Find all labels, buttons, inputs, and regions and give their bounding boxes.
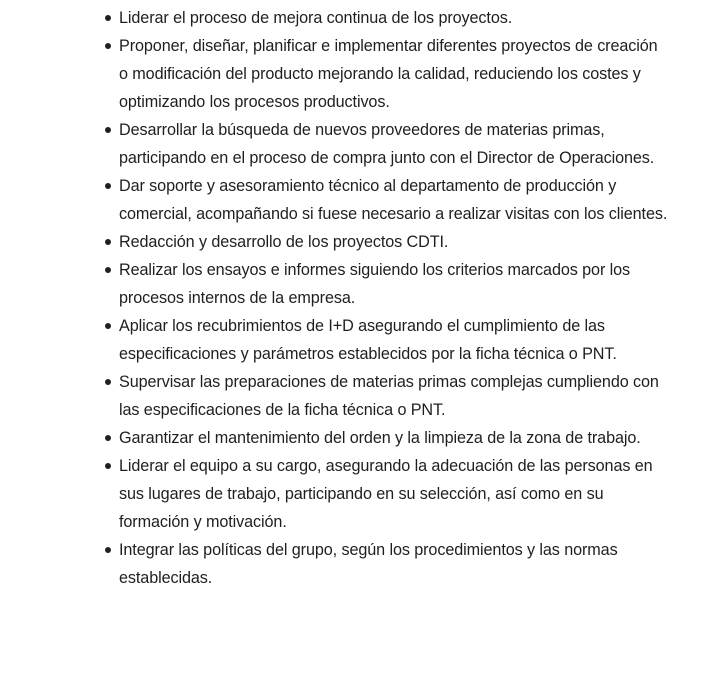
list-item bbox=[119, 116, 669, 172]
list-item-text: Integrar las políticas del grupo, según los procedimientos y las normas establecidas. bbox=[119, 541, 618, 587]
bullet-icon bbox=[105, 183, 111, 189]
document-body bbox=[0, 4, 701, 592]
bullet-icon bbox=[105, 267, 111, 273]
bullet-icon bbox=[105, 463, 111, 469]
list-item bbox=[119, 32, 669, 116]
list-item bbox=[119, 312, 669, 368]
list-item-text: Redacción y desarrollo de los proyectos CDTI. bbox=[119, 233, 449, 251]
list-item-text: Garantizar el mantenimiento del orden y la limpieza de la zona de trabajo. bbox=[119, 429, 641, 447]
bullet-icon bbox=[105, 239, 111, 245]
list-item bbox=[119, 172, 669, 228]
bullet-icon bbox=[105, 435, 111, 441]
list-item-text: Supervisar las preparaciones de materias primas complejas cumpliendo con las especificaciones de la ficha técnica o PNT. bbox=[119, 373, 659, 419]
list-item-text: Proponer, diseñar, planificar e implementar diferentes proyectos de creación o modificación del producto mejorando la calidad, reduciendo los costes y optimizando los procesos productivos. bbox=[119, 37, 658, 111]
list-item-text: Liderar el proceso de mejora continua de los proyectos. bbox=[119, 9, 513, 27]
list-item-text: Dar soporte y asesoramiento técnico al departamento de producción y comercial, acompañando si fuese necesario a realizar visitas con los clientes. bbox=[119, 177, 668, 223]
list-item bbox=[119, 368, 669, 424]
list-item-text: Realizar los ensayos e informes siguiendo los criterios marcados por los procesos internos de la empresa. bbox=[119, 261, 631, 307]
list-item bbox=[119, 536, 669, 592]
list-item-text: Liderar el equipo a su cargo, asegurando la adecuación de las personas en sus lugares de trabajo, participando en su selección, así como en su formación y motivación. bbox=[119, 457, 653, 531]
list-item bbox=[119, 228, 669, 256]
list-item bbox=[119, 424, 669, 452]
bullet-icon bbox=[105, 15, 111, 21]
list-item-text: Desarrollar la búsqueda de nuevos proveedores de materias primas, participando en el proceso de compra junto con el Director de Operaciones. bbox=[119, 121, 655, 167]
bullet-icon bbox=[105, 43, 111, 49]
list-item bbox=[119, 256, 669, 312]
list-item bbox=[119, 4, 669, 32]
bullet-icon bbox=[105, 547, 111, 553]
bullet-icon bbox=[105, 127, 111, 133]
bullet-icon bbox=[105, 379, 111, 385]
bullet-icon bbox=[105, 323, 111, 329]
responsibilities-list bbox=[0, 4, 669, 592]
list-item bbox=[119, 452, 669, 536]
list-item-text: Aplicar los recubrimientos de I+D asegurando el cumplimiento de las especificaciones y parámetros establecidos por la ficha técnica o PNT. bbox=[119, 317, 617, 363]
